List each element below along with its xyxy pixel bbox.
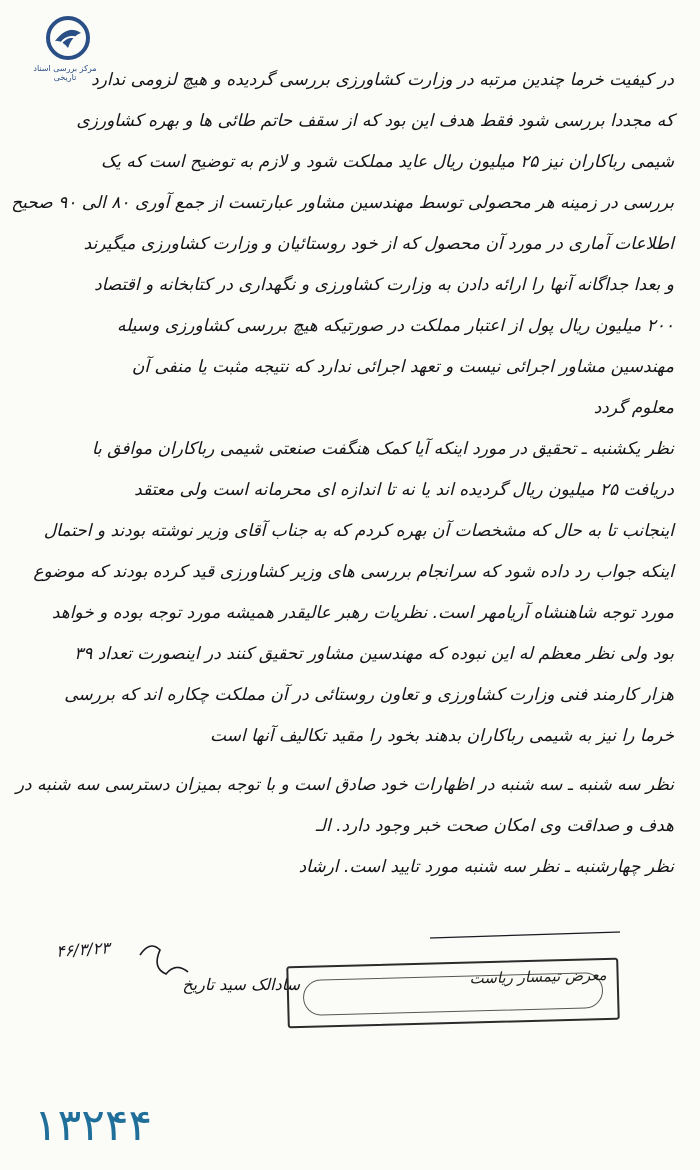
body-line: خرما را نیز به شیمی رباکاران بدهند بخود را مقید تکالیف آنها است bbox=[210, 726, 674, 746]
body-line: بررسی در زمینه هر محصولی توسط مهندسین مشاور عبارتست از جمع آوری ۸۰ الی ۹۰ صحیح bbox=[11, 193, 674, 213]
office-stamp bbox=[286, 958, 620, 1029]
body-line: اینکه جواب رد داده شود که سرانجام بررسی های وزیر کشاورزی قید کرده بودند که موضوع bbox=[33, 562, 674, 582]
body-line: که مجددا بررسی شود فقط هدف این بود که از سقف حاتم طائی ها و بهره کشاورزی bbox=[76, 111, 674, 131]
body-line: نظر یکشنبه ـ تحقیق در مورد اینکه آیا کمک هنگفت صنعتی شیمی رباکاران موافق با bbox=[91, 439, 674, 459]
archive-logo-caption: مرکز بررسی اسناد تاریخی bbox=[33, 64, 97, 82]
handwritten-date: ۴۶/۳/۲۳ bbox=[55, 938, 111, 961]
body-line: در کیفیت خرما چندین مرتبه در وزارت کشاورزی بررسی گردیده و هیچ لزومی ندارد bbox=[91, 70, 674, 90]
body-line: ۲۰۰ میلیون ریال پول از اعتبار مملکت در صورتیکه هیچ بررسی کشاورزی وسیله bbox=[116, 316, 674, 336]
body-line: معلوم گردد bbox=[593, 398, 674, 418]
stamp-text: معرض تیمسار ریاست bbox=[469, 965, 607, 988]
signature-line: سادالک سید تاریخ bbox=[182, 975, 300, 994]
body-line: اطلاعات آماری در مورد آن محصول که از خود روستائیان و وزارت کشاورزی میگیرند bbox=[83, 234, 674, 254]
underline-stroke bbox=[430, 932, 620, 938]
body-line: بود ولی نظر معظم له این نبوده که مهندسین مشاور تحقیق کنند در اینصورت تعداد ۳۹ bbox=[74, 644, 674, 664]
signature-scribble bbox=[140, 946, 188, 974]
body-line: شیمی رباکاران نیز ۲۵ میلیون ریال عاید مملکت شود و لازم به توضیح است که یک bbox=[100, 152, 674, 172]
body-line: و بعدا جداگانه آنها را ارائه دادن به وزارت کشاورزی و نگهداری در کتابخانه و اقتصاد bbox=[94, 275, 674, 295]
body-line: نظر سه شنبه ـ سه شنبه در اظهارات خود صادق است و با توجه بمیزان دسترسی سه شنبه در bbox=[15, 775, 674, 795]
body-line: نظر چهارشنبه ـ نظر سه شنبه مورد تایید است. ارشاد bbox=[298, 857, 674, 877]
handwritten-body bbox=[11, 60, 674, 888]
body-line: مهندسین مشاور اجرائی نیست و تعهد اجرائی ندارد که نتیجه مثبت یا منفی آن bbox=[131, 357, 674, 377]
body-line: دریافت ۲۵ میلیون ریال گردیده اند یا نه تا اندازه ای محرمانه است ولی معتقد bbox=[134, 480, 674, 500]
body-line: مورد توجه شاهنشاه آریامهر است. نظریات رهبر عالیقدر همیشه مورد توجه بوده و خواهد bbox=[51, 603, 674, 623]
body-line: هدف و صداقت وی امکان صحت خبر وجود دارد. الـ bbox=[315, 816, 674, 836]
body-line: هزار کارمند فنی وزارت کشاورزی و تعاون روستائی در آن مملکت چکاره اند که بررسی bbox=[64, 685, 674, 705]
body-line: اینجانب تا به حال که مشخصات آن بهره کردم که به جناب آقای وزیر نوشته بودند و احتمال bbox=[43, 521, 674, 541]
archive-emblem-icon bbox=[46, 16, 90, 60]
document-number: ۱۳۲۴۴ bbox=[34, 1100, 153, 1151]
